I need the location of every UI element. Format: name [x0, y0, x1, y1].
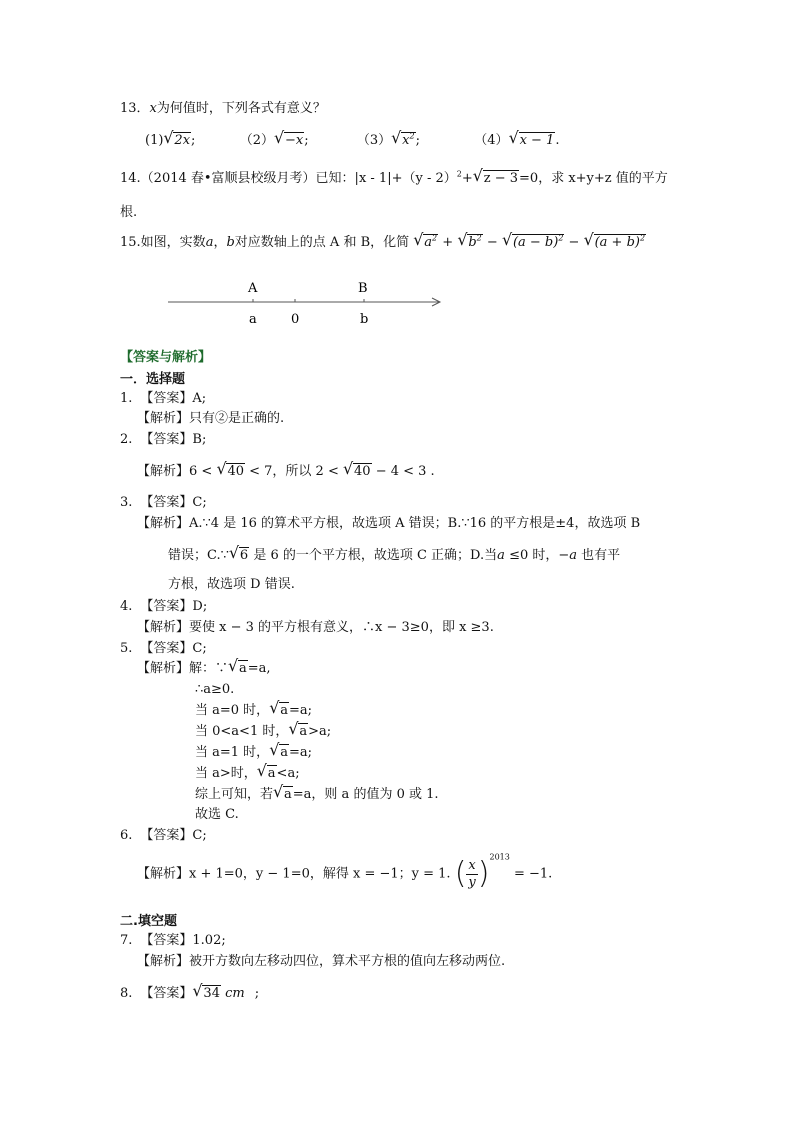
section-2-title: 二.填空题: [120, 914, 177, 929]
tick-label-0: 0: [291, 312, 300, 327]
question-14: 14.（2014 春•富顺县校级月考）已知：|x - 1|+（y - 2）$^2$+√ z − 3=0，求 x+y+z 值的平方: [120, 170, 668, 188]
point-label-B: B: [358, 281, 368, 296]
q13-item1-sqrt: √ 2x: [164, 132, 191, 150]
q13-item2-label: （2）: [239, 133, 274, 148]
a2-sqrt-2: √ 40: [344, 463, 372, 481]
q14-line2: 根.: [120, 205, 138, 220]
point-label-A: A: [248, 281, 258, 296]
a6-fraction: $\frac{x}{y}$: [468, 857, 476, 890]
tick-label-b: b: [360, 312, 369, 327]
q13-item4-sqrt: √ x − 1: [510, 132, 556, 150]
answer-2-explanation: 【解析】6 < √ 40 < 7，所以 2 < √ 40 − 4 < 3 .: [137, 463, 435, 481]
answer-6: 6. 【答案】C;: [120, 828, 207, 843]
answer-2: 2. 【答案】B;: [120, 432, 207, 447]
answer-5-line-5: 当 a=1 时，√ a=a;: [195, 744, 312, 762]
answer-3-explanation-2: 错误；C.∵√ 6 是 6 的一个平方根，故选项 C 正确；D.当a ≤0 时，−a 也有平: [168, 547, 620, 565]
q13-item3-sqrt: √ $x^2$: [392, 132, 415, 150]
section-1-title: 一．选择题: [120, 372, 186, 387]
answer-1: 1. 【答案】A;: [120, 391, 207, 406]
answer-6-explanation: 【解析】x + 1=0，y − 1=0，解得 x = −1；y = 1. ( $\frac{x}{y}$ )$^{2013}$ = −1.: [137, 852, 553, 891]
answer-5-line-1: 【解析】解：∵√ a=a,: [137, 660, 271, 678]
answer-5-line-2: ∴a≥0.: [195, 682, 235, 697]
answer-7-explanation: 【解析】被开方数向左移动四位，算术平方根的值向左移动两位.: [137, 954, 506, 969]
q14-sqrt: √ z − 3: [474, 170, 519, 188]
q13-number: 13．: [120, 101, 150, 116]
q13-item1-label: (1): [145, 133, 164, 148]
q15-sqrt-2: √ $b^2$: [458, 234, 482, 252]
a8-sqrt: √ 34: [193, 985, 221, 1003]
q13-text: 为何值时，下列各式有意义？: [156, 101, 326, 116]
answer-5: 5. 【答案】C;: [120, 641, 207, 656]
a2-sqrt-1: √ 40: [217, 463, 245, 481]
answer-3: 3. 【答案】C;: [120, 495, 207, 510]
tick-label-a: a: [249, 312, 257, 327]
answer-7: 7. 【答案】1.02;: [120, 933, 226, 948]
question-15: 15.如图，实数a，b对应数轴上的点 A 和 B，化简 √ $a^2$ + √ $b^2$ − √ $(a - b)^2$ − √ $(a + b)^2$: [120, 234, 646, 252]
number-line-diagram: [160, 275, 450, 330]
q13-item4-label: （4）: [474, 133, 509, 148]
q13-items: (1)√ 2x; （2）√ −x; （3）√ $x^2$; （4）√ x − 1.: [145, 132, 559, 150]
q13-item2-sqrt: √ −x: [275, 132, 304, 150]
answer-8: 8. 【答案】√ 34 cm ;: [120, 985, 259, 1003]
answer-5-line-3: 当 a=0 时，√ a=a;: [195, 702, 312, 720]
question-13: [120, 100, 326, 118]
q13-variable: x: [149, 101, 157, 116]
a3-sqrt: √ 6: [230, 547, 249, 565]
answer-5-line-6: 当 a>时，√ a<a;: [195, 765, 300, 783]
q15-sqrt-4: √ $(a + b)^2$: [585, 234, 646, 252]
answer-5-line-8: 故选 C.: [195, 807, 239, 822]
answer-3-explanation-1: 【解析】A.∵4 是 16 的算术平方根，故选项 A 错误；B.∵16 的平方根是±4，故选项 B: [137, 516, 641, 531]
answer-5-line-4: 当 0<a<1 时，√ a>a;: [195, 723, 331, 741]
answer-1-explanation: 【解析】只有②是正确的.: [137, 411, 285, 426]
q15-sqrt-1: √ $a^2$: [414, 234, 438, 252]
answer-4-explanation: 【解析】要使 x − 3 的平方根有意义，∴x − 3≥0，即 x ≥3.: [137, 620, 494, 635]
q15-sqrt-3: √ $(a - b)^2$: [503, 234, 564, 252]
answer-3-explanation-3: 方根，故选项 D 错误.: [168, 577, 295, 592]
answer-5-line-7: 综上可知，若√ a=a，则 a 的值为 0 或 1.: [195, 786, 439, 804]
answers-header: 【答案与解析】: [120, 350, 212, 365]
answer-4: 4. 【答案】D;: [120, 599, 208, 614]
q13-item3-label: （3）: [356, 133, 392, 148]
